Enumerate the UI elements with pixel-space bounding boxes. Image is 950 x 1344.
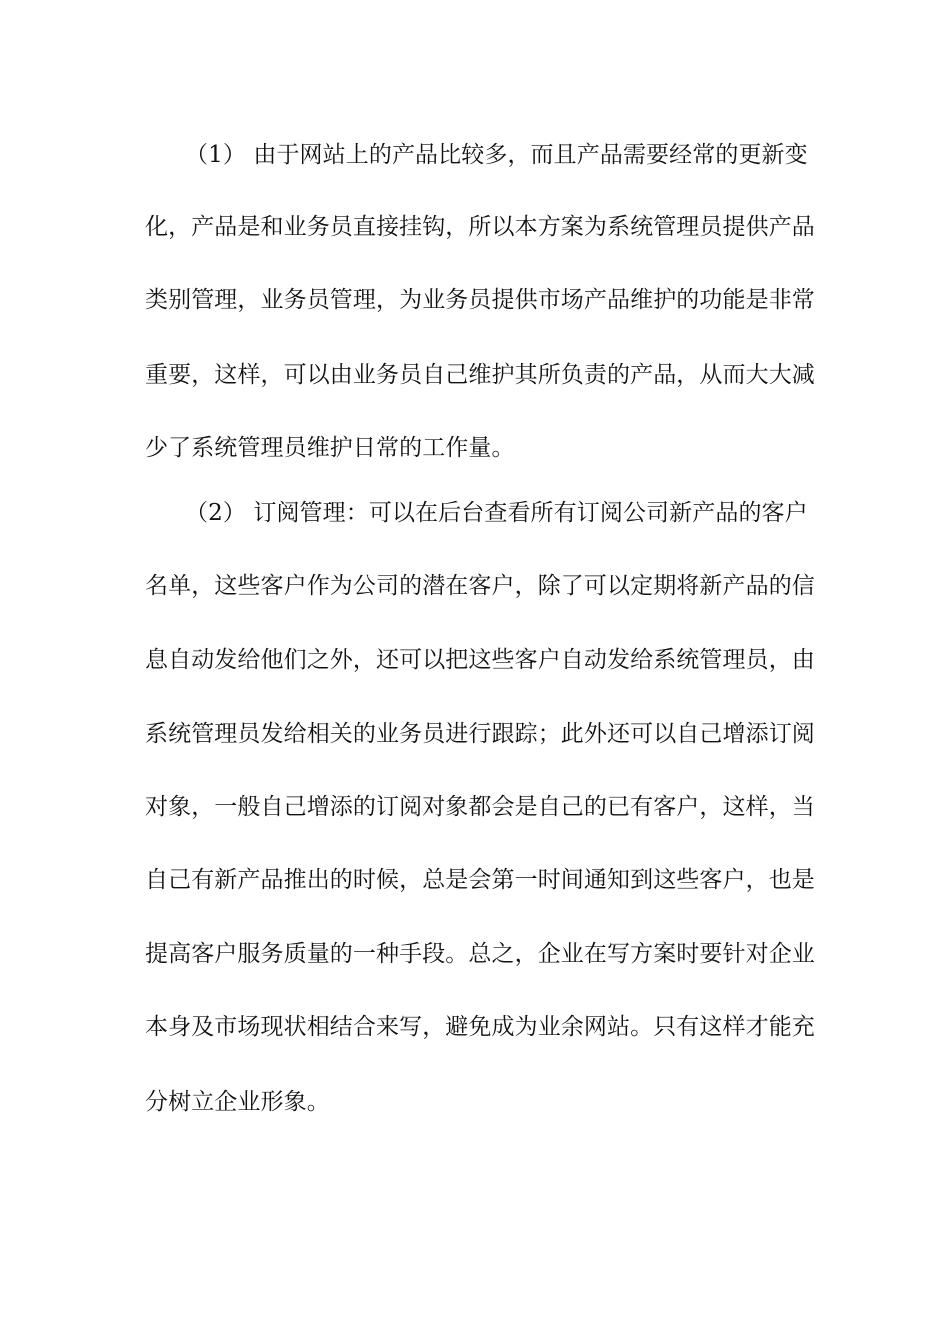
- paragraph-2-line-2: 名单，这些客户作为公司的潜在客户，除了可以定期将新产品的信: [145, 573, 815, 599]
- paragraph-1-line-4: 重要，这样，可以由业务员自己维护其所负责的产品，从而大大减: [145, 362, 815, 388]
- paragraph-2-line-3: 息自动发给他们之外，还可以把这些客户自动发给系统管理员，由: [145, 647, 815, 673]
- paragraph-2-line-8: 本身及市场现状相结合来写，避免成为业余网站。只有这样才能充: [145, 1014, 815, 1040]
- paragraph-2-line-6: 自己有新产品推出的时候，总是会第一时间通知到这些客户，也是: [145, 867, 815, 893]
- paragraph-1-line-5: 少了系统管理员维护日常的工作量。: [145, 435, 515, 461]
- paragraph-2-line-1: （2） 订阅管理：可以在后台查看所有订阅公司新产品的客户: [185, 500, 808, 526]
- paragraph-2-line-9: 分树立企业形象。: [145, 1089, 330, 1115]
- paragraph-1-line-3: 类别管理，业务员管理，为业务员提供市场产品维护的功能是非常: [145, 287, 815, 313]
- paragraph-1-line-2: 化，产品是和业务员直接挂钩，所以本方案为系统管理员提供产品: [145, 214, 815, 240]
- paragraph-2-line-7: 提高客户服务质量的一种手段。总之，企业在写方案时要针对企业: [145, 941, 815, 967]
- paragraph-2-line-4: 系统管理员发给相关的业务员进行跟踪；此外还可以自己增添订阅: [145, 721, 815, 747]
- paragraph-1-line-1: （1） 由于网站上的产品比较多，而且产品需要经常的更新变: [185, 142, 808, 168]
- paragraph-2-line-5: 对象，一般自己增添的订阅对象都会是自己的已有客户，这样，当: [145, 794, 815, 820]
